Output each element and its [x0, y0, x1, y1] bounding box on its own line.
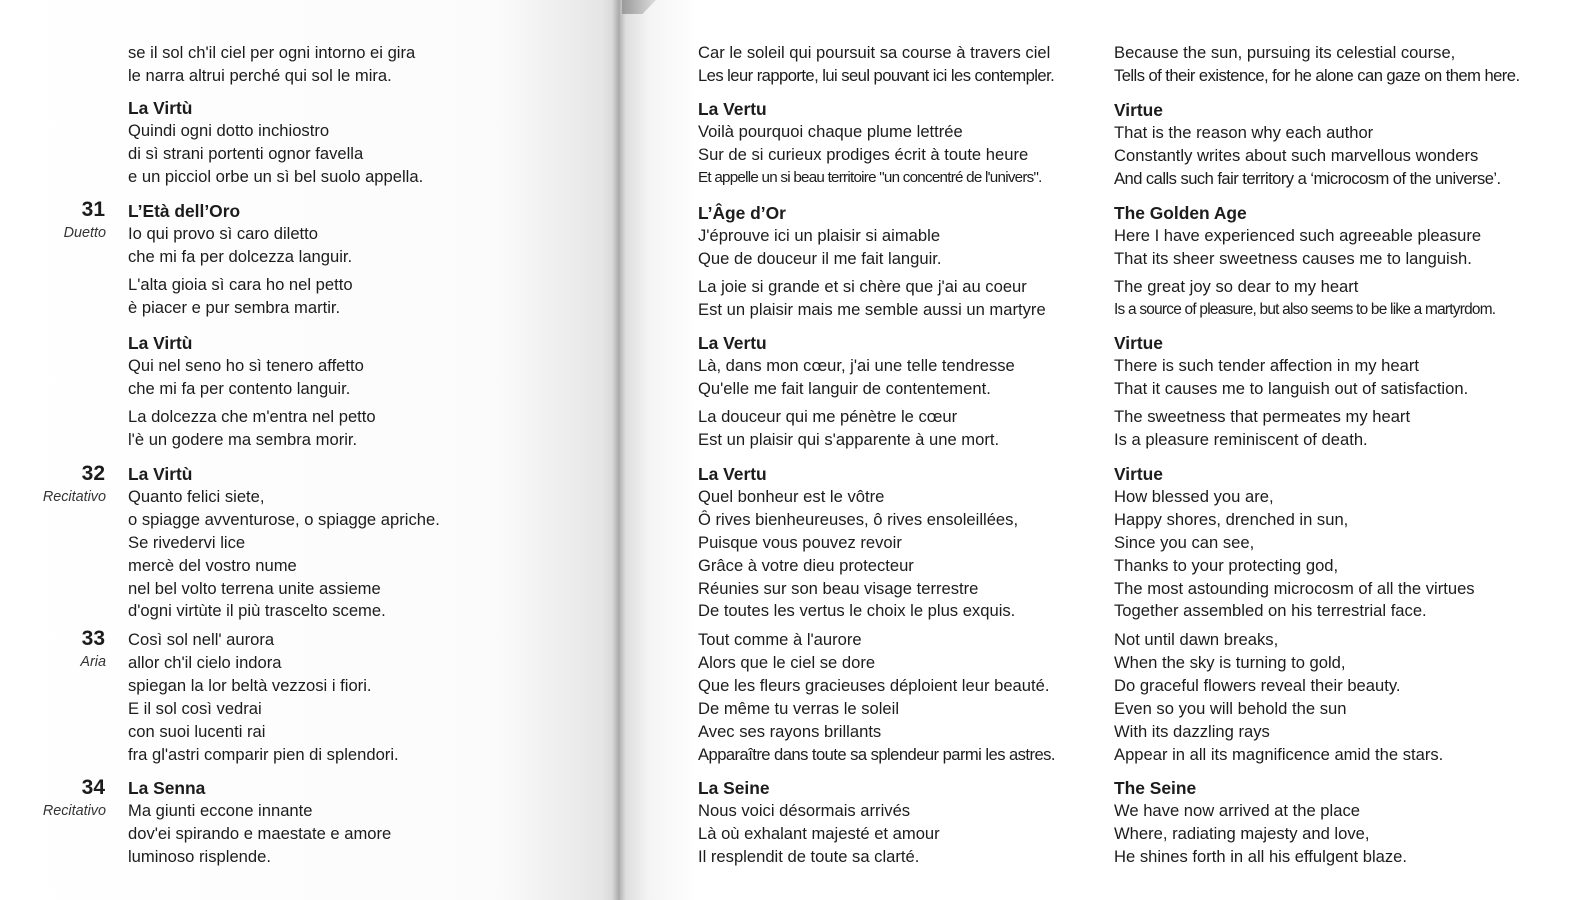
- verse-line: Là où exhalant majesté et amour: [698, 823, 940, 843]
- verse-line: che mi fa per contento languir.: [128, 378, 351, 398]
- verse-line: o spiagge avventurose, o spiagge apriche.: [128, 509, 440, 529]
- english-intro: [1114, 42, 1554, 88]
- verse-line: Even so you will behold the sun: [1114, 698, 1347, 718]
- verse-line: Que les fleurs gracieuses déploient leur beauté.: [698, 675, 1050, 695]
- verse-line: E il sol così vedrai: [128, 698, 262, 718]
- verse-line: Constantly writes about such marvellous wonders: [1114, 145, 1479, 165]
- verse-line: That it causes me to languish out of satisfaction.: [1114, 378, 1469, 398]
- english-section-virtue-3: [1114, 463, 1554, 623]
- verse-line: He shines forth in all his effulgent blaze.: [1114, 846, 1408, 866]
- french-section-vertu-2: [698, 332, 1103, 452]
- french-section-vertu-3: [698, 463, 1103, 623]
- verse-line: Là, dans mon cœur, j'ai une telle tendresse: [698, 355, 1015, 375]
- speaker-heading: La Virtù: [128, 333, 193, 353]
- verse-line: La dolcezza che m'entra nel petto: [128, 406, 376, 426]
- verse-line: The most astounding microcosm of all the virtues: [1114, 578, 1475, 598]
- verse-line: Così sol nell' aurora: [128, 630, 275, 649]
- italian-section-virtu-3: [128, 463, 608, 623]
- italian-section-senna: [128, 777, 608, 869]
- english-section-aria: [1114, 629, 1554, 766]
- verse-line: Les leur rapporte, lui seul pouvant ici les contempler.: [698, 65, 1055, 85]
- verse-line: Qui nel seno ho sì tenero affetto: [128, 355, 364, 375]
- french-section-age-or: [698, 202, 1103, 322]
- track-label-recitativo: Recitativo: [42, 803, 106, 819]
- verse-line: Happy shores, drenched in sun,: [1114, 509, 1349, 529]
- verse-line: Appear in all its magnificence amid the stars.: [1114, 744, 1444, 764]
- speaker-heading: The Seine: [1114, 778, 1197, 798]
- verse-line: Il resplendit de toute sa clarté.: [698, 846, 920, 866]
- verse-line: è piacer e pur sembra martir.: [128, 297, 341, 317]
- verse-line: Grâce à votre dieu protecteur: [698, 555, 914, 575]
- verse-line: spiegan la lor beltà vezzosi i fiori.: [128, 675, 372, 695]
- verse-line: Réunies sur son beau visage terrestre: [698, 578, 979, 598]
- verse-line: Is a pleasure reminiscent of death.: [1114, 429, 1368, 449]
- verse-line: luminoso risplende.: [128, 846, 271, 866]
- verse-line: Ô rives bienheureuses, ô rives ensoleillées,: [698, 509, 1019, 529]
- speaker-heading: Virtue: [1114, 333, 1163, 353]
- verse-line: Because the sun, pursuing its celestial course,: [1114, 43, 1456, 62]
- speaker-heading: La Seine: [698, 778, 770, 798]
- verse-line: Quel bonheur est le vôtre: [698, 486, 885, 506]
- english-section-golden-age: [1114, 202, 1554, 322]
- book-gutter: [612, 0, 626, 900]
- track-number-34: 34: [81, 776, 105, 799]
- verse-line: e un picciol orbe un sì bel suolo appella.: [128, 166, 424, 186]
- italian-section-virtu-1: [128, 97, 608, 189]
- verse-line: Quindi ogni dotto inchiostro: [128, 120, 330, 140]
- verse-line: Voilà pourquoi chaque plume lettrée: [698, 121, 963, 141]
- italian-section-eta-oro: [128, 200, 608, 320]
- verse-line: The great joy so dear to my heart: [1114, 276, 1359, 296]
- verse-line: How blessed you are,: [1114, 486, 1274, 506]
- verse-line: che mi fa per dolcezza languir.: [128, 246, 353, 266]
- italian-section-virtu-2: [128, 332, 608, 452]
- verse-line: di sì strani portenti ognor favella: [128, 143, 364, 163]
- verse-line: Tells of their existence, for he alone can gaze on them here.: [1114, 65, 1520, 85]
- verse-line: Where, radiating majesty and love,: [1114, 823, 1370, 843]
- speaker-heading: La Senna: [128, 778, 206, 798]
- verse-line: When the sky is turning to gold,: [1114, 652, 1346, 672]
- english-section-virtue-1: [1114, 99, 1554, 191]
- track-label-recitativo: Recitativo: [42, 489, 106, 505]
- italian-intro: [128, 42, 608, 88]
- verse-line: Que de douceur il me fait languir.: [698, 248, 942, 268]
- verse-line: La douceur qui me pénètre le cœur: [698, 406, 958, 426]
- verse-line: con suoi lucenti rai: [128, 721, 266, 741]
- verse-line: Here I have experienced such agreeable pleasure: [1114, 225, 1482, 245]
- verse-line: Alors que le ciel se dore: [698, 652, 876, 672]
- verse-line: There is such tender affection in my heart: [1114, 355, 1419, 375]
- verse-line: Together assembled on his terrestrial face.: [1114, 601, 1427, 621]
- verse-line: Puisque vous pouvez revoir: [698, 532, 902, 552]
- verse-line: Thanks to your protecting god,: [1114, 555, 1339, 575]
- verse-line: mercè del vostro nume: [128, 555, 297, 575]
- track-number-32: 32: [81, 462, 105, 485]
- verse-line: Not until dawn breaks,: [1114, 630, 1279, 649]
- verse-line: Is a source of pleasure, but also seems to be like a martyrdom.: [1114, 300, 1496, 318]
- verse-line: That is the reason why each author: [1114, 122, 1374, 142]
- track-number-33: 33: [81, 627, 105, 650]
- verse-line: allor ch'il cielo indora: [128, 652, 282, 672]
- track-number-31: 31: [81, 198, 105, 221]
- verse-line: The sweetness that permeates my heart: [1114, 406, 1411, 426]
- verse-line: De toutes les vertus le choix le plus exquis.: [698, 601, 1016, 621]
- verse-line: d'ogni virtùte il più trascelto sceme.: [128, 601, 386, 621]
- verse-line: Se rivedervi lice: [128, 532, 246, 552]
- verse-line: That its sheer sweetness causes me to languish.: [1114, 248, 1472, 268]
- track-label-aria: Aria: [80, 654, 106, 670]
- speaker-heading: La Vertu: [698, 333, 767, 353]
- french-intro: [698, 42, 1103, 88]
- verse-line: le narra altrui perché qui sol le mira.: [128, 65, 392, 85]
- verse-line: Ma giunti eccone innante: [128, 800, 313, 820]
- verse-line: nel bel volto terrena unite assieme: [128, 578, 381, 598]
- verse-line: Et appelle un si beau territoire "un concentré de l'univers".: [698, 168, 1042, 186]
- verse-line: l'è un godere ma sembra morir.: [128, 429, 358, 449]
- english-section-virtue-2: [1114, 332, 1554, 452]
- verse-line: La joie si grande et si chère que j'ai au coeur: [698, 276, 1027, 296]
- speaker-heading: La Virtù: [128, 98, 193, 118]
- speaker-heading: La Vertu: [698, 99, 767, 119]
- verse-line: Do graceful flowers reveal their beauty.: [1114, 675, 1401, 695]
- verse-line: Nous voici désormais arrivés: [698, 800, 911, 820]
- verse-line: dov'ei spirando e maestate e amore: [128, 823, 392, 843]
- speaker-heading: L’Età dell’Oro: [128, 201, 241, 221]
- verse-line: Since you can see,: [1114, 532, 1255, 552]
- verse-line: Qu'elle me fait languir de contentement.: [698, 378, 991, 398]
- verse-line: De même tu verras le soleil: [698, 698, 900, 718]
- verse-line: And calls such fair territory a ‘microcosm of the universe’.: [1114, 168, 1501, 188]
- verse-line: Io qui provo sì caro diletto: [128, 223, 319, 243]
- verse-line: J'éprouve ici un plaisir si aimable: [698, 225, 941, 245]
- english-section-seine: [1114, 777, 1554, 869]
- verse-line: Car le soleil qui poursuit sa course à travers ciel: [698, 43, 1051, 62]
- verse-line: se il sol ch'il ciel per ogni intorno ei gira: [128, 43, 416, 62]
- track-label-duetto: Duetto: [63, 225, 106, 241]
- verse-line: Apparaître dans toute sa splendeur parmi les astres.: [698, 744, 1055, 764]
- verse-line: Quanto felici siete,: [128, 486, 265, 506]
- speaker-heading: The Golden Age: [1114, 203, 1247, 223]
- speaker-heading: L’Âge d’Or: [698, 203, 786, 223]
- speaker-heading: Virtue: [1114, 464, 1163, 484]
- speaker-heading: La Virtù: [128, 464, 193, 484]
- verse-line: We have now arrived at the place: [1114, 800, 1360, 820]
- french-section-seine: [698, 777, 1103, 869]
- verse-line: With its dazzling rays: [1114, 721, 1270, 741]
- verse-line: Avec ses rayons brillants: [698, 721, 882, 741]
- verse-line: Est un plaisir mais me semble aussi un martyre: [698, 299, 1046, 319]
- french-section-vertu-1: [698, 98, 1103, 190]
- speaker-heading: La Vertu: [698, 464, 767, 484]
- verse-line: Sur de si curieux prodiges écrit à toute heure: [698, 144, 1029, 164]
- verse-line: fra gl'astri comparir pien di splendori.: [128, 744, 399, 764]
- verse-line: Tout comme à l'aurore: [698, 630, 862, 649]
- speaker-heading: Virtue: [1114, 100, 1163, 120]
- verse-line: L'alta gioia sì cara ho nel petto: [128, 274, 353, 294]
- italian-section-aria: [128, 629, 608, 766]
- verse-line: Est un plaisir qui s'apparente à une mort.: [698, 429, 1000, 449]
- french-section-aria: [698, 629, 1103, 766]
